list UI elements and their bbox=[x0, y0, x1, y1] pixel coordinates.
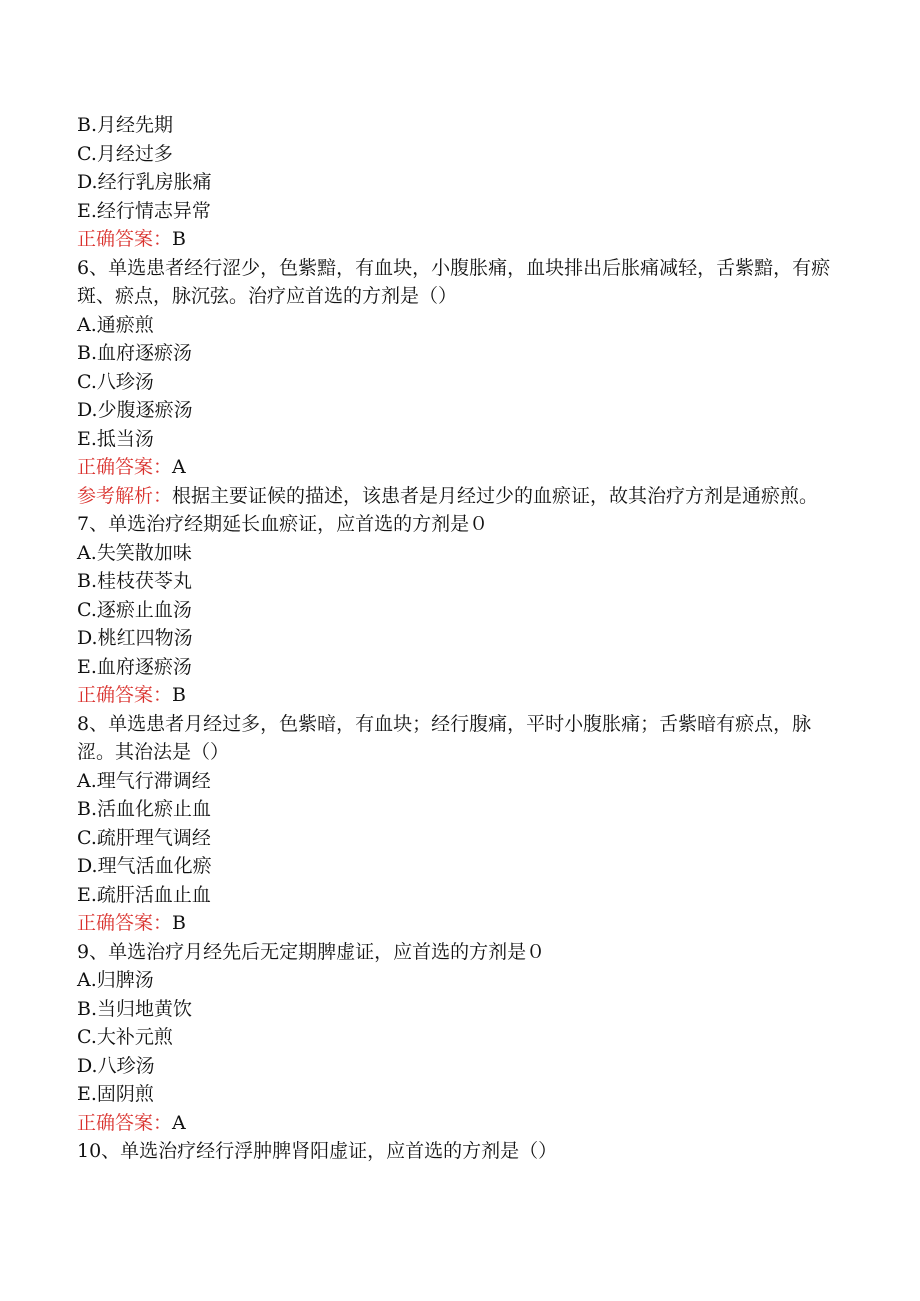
option-item: D.八珍汤 bbox=[77, 1054, 155, 1077]
option-item: C.疏肝理气调经 bbox=[77, 826, 211, 849]
option-item: B.桂枝茯苓丸 bbox=[77, 570, 193, 592]
option-item: E.血府逐瘀汤 bbox=[77, 655, 192, 678]
answer-line bbox=[77, 681, 837, 710]
option-item: E.经行情志异常 bbox=[77, 199, 211, 222]
question-stem: 8、单选患者月经过多，色紫暗，有血块；经行腹痛，平时小腹胀痛；舌紫暗有瘀点，脉涩。其治法是（） bbox=[77, 712, 812, 763]
option-item: A.归脾汤 bbox=[77, 969, 154, 991]
option-item: A.失笑散加味 bbox=[77, 541, 192, 564]
option-item: A.理气行滞调经 bbox=[77, 769, 211, 792]
answer-line bbox=[77, 1109, 837, 1138]
answer-value: B bbox=[172, 228, 186, 250]
option-item: C.大补元煎 bbox=[77, 1026, 173, 1048]
question-stem: 7、单选治疗经期延长血瘀证，应首选的方剂是０ bbox=[77, 513, 489, 535]
explanation-label: 参考解析： bbox=[77, 484, 173, 507]
option-item: D.经行乳房胀痛 bbox=[77, 171, 212, 193]
option-item: D.理气活血化瘀 bbox=[77, 855, 212, 877]
answer-line bbox=[77, 225, 837, 254]
option-item: E.固阴煎 bbox=[77, 1083, 154, 1105]
option-item: E.抵当汤 bbox=[77, 427, 154, 450]
document-page bbox=[77, 111, 837, 1166]
question-stem: 9、单选治疗月经先后无定期脾虚证，应首选的方剂是０ bbox=[77, 940, 546, 963]
answer-label: 正确答案： bbox=[77, 456, 173, 478]
answer-label: 正确答案： bbox=[77, 684, 173, 706]
answer-value: A bbox=[172, 456, 186, 478]
option-item: B.血府逐瘀汤 bbox=[77, 342, 193, 364]
answer-value: A bbox=[172, 1111, 186, 1134]
answer-line bbox=[77, 909, 837, 938]
option-item: C.八珍汤 bbox=[77, 370, 154, 393]
answer-value: B bbox=[172, 912, 186, 934]
option-item: B.月经先期 bbox=[77, 114, 174, 136]
answer-line bbox=[77, 453, 837, 482]
answer-label: 正确答案： bbox=[77, 1111, 173, 1134]
explanation bbox=[77, 482, 837, 511]
option-item: D.少腹逐瘀汤 bbox=[77, 399, 193, 421]
option-item: B.活血化瘀止血 bbox=[77, 798, 212, 820]
option-item: A.通瘀煎 bbox=[77, 313, 154, 336]
answer-value: B bbox=[172, 684, 186, 706]
question-stem: 6、单选患者经行涩少，色紫黯，有血块，小腹胀痛，血块排出后胀痛减轻，舌紫黯，有瘀斑、瘀点，脉沉弦。治疗应首选的方剂是（） bbox=[77, 256, 831, 307]
option-item: D.桃红四物汤 bbox=[77, 627, 193, 649]
option-item: C.逐瘀止血汤 bbox=[77, 598, 192, 621]
answer-label: 正确答案： bbox=[77, 228, 173, 250]
answer-label: 正确答案： bbox=[77, 912, 173, 934]
question-stem: 10、单选治疗经行浮肿脾肾阳虚证，应首选的方剂是（） bbox=[77, 1140, 558, 1162]
option-item: B.当归地黄饮 bbox=[77, 997, 193, 1020]
option-item: C.月经过多 bbox=[77, 142, 173, 165]
explanation-text: 根据主要证候的描述，该患者是月经过少的血瘀证，故其治疗方剂是通瘀煎。 bbox=[172, 484, 819, 507]
option-item: E.疏肝活血止血 bbox=[77, 883, 211, 906]
